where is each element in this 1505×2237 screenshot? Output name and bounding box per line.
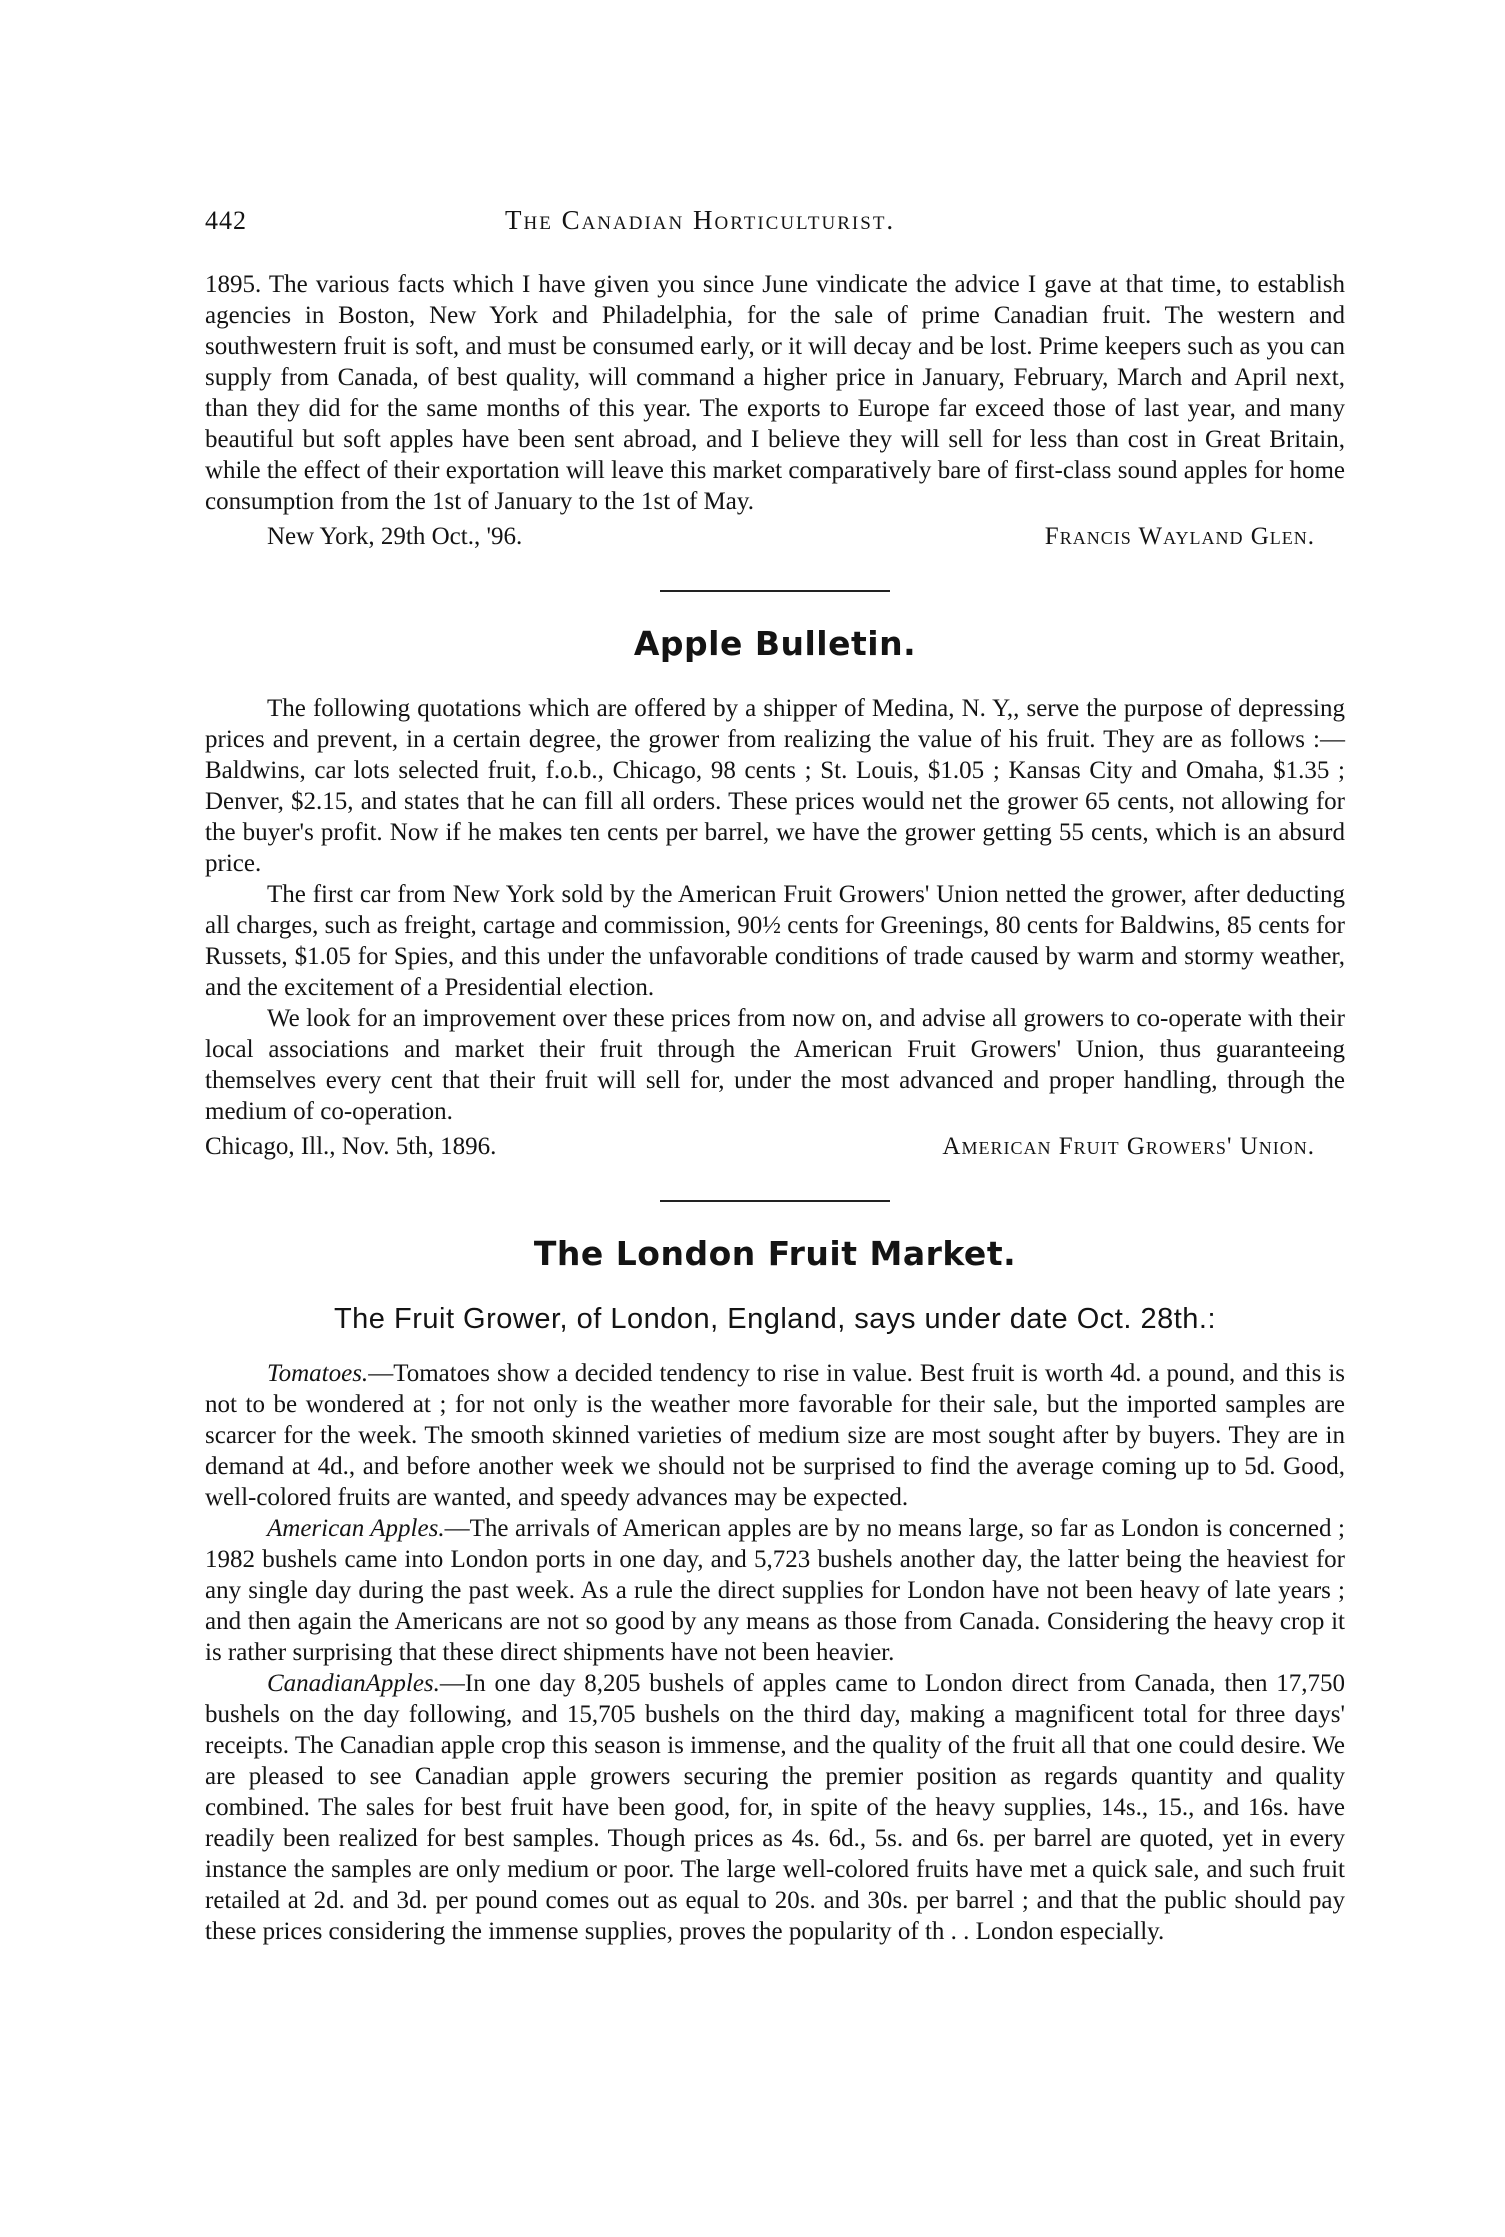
london-market-title: The London Fruit Market. [533, 1234, 1017, 1273]
letter-signoff [205, 521, 1345, 552]
apple-bulletin-section [205, 624, 1345, 1162]
paragraph-text: —Tomatoes show a decided tendency to rise in value. Best fruit is worth 4d. a pound, and this is not to be wondered at ; for not only is the weather more favorable for their sale, but the imported samples are scarcer for the week. The smooth skinned varieties of medium size are most sought after by buyers. They are in demand at 4d., and before another week we should not be surprised to find the average coming up to 5d. Good, well-colored fruits are wanted, and speedy advances may be expected. [205, 1360, 1345, 1511]
apple-bulletin-place-date: Chicago, Ill., Nov. 5th, 1896. [205, 1133, 497, 1160]
apple-bulletin-title: Apple Bulletin. [633, 624, 917, 663]
london-market-paragraph [205, 1358, 1345, 1513]
apple-bulletin-signature: American Fruit Growers' Union. [942, 1133, 1315, 1160]
letter-place-date: New York, 29th Oct., '96. [267, 523, 523, 550]
london-market-paragraph [205, 1668, 1345, 1947]
london-market-subtitle: The Fruit Grower, of London, England, says under date Oct. 28th.: [333, 1303, 1217, 1335]
section-divider [660, 590, 890, 592]
letter-section [205, 269, 1345, 552]
letter-body: 1895. The various facts which I have given you since June vindicate the advice I gave at that time, to establish agencies in Boston, New York and Philadelphia, for the sale of prime Canadian fruit. The western and southwestern fruit is soft, and must be consumed early, or it will decay and be lost. Prime keepers such as you can supply from Canada, of best quality, will command a higher price in January, February, March and April next, than they did for the same months of this year. The exports to Europe far exceed those of last year, and many beautiful but soft apples have been sent abroad, and I believe they will sell for less than cost in Great Britain, while the effect of their exportation will leave this market comparatively bare of first-class sound apples for home consumption from the 1st of January to the 1st of May. [205, 271, 1345, 515]
letter-signature: Francis Wayland Glen. [1044, 523, 1315, 550]
paragraph-text: —The arrivals of American apples are by no means large, so far as London is concerned ; 1982 bushels came into London ports in one day, and 5,723 bushels another day, the latter being the heaviest for any single day during the past week. As a rule the direct supplies for London have not been heavy of late years ; and then again the Americans are not so good by any means as those from Canada. Considering the heavy crop it is rather surprising that these direct shipments have not been heavier. [205, 1515, 1345, 1666]
apple-bulletin-signoff [205, 1131, 1345, 1162]
london-market-paragraph [205, 1513, 1345, 1668]
paragraph-text: —In one day 8,205 bushels of apples came to London direct from Canada, then 17,750 bushels on the day following, and 15,705 bushels on the third day, making a magnificent total for three days' receipts. The Canadian apple crop this season is immense, and the quality of the fruit all that one could desire. We are pleased to see Canadian apple growers securing the premier position as regards quantity and quality combined. The sales for best fruit have been good, for, in spite of the heavy supplies, 14s., 15., and 16s. have readily been realized for best samples. Though prices as 4s. 6d., 5s. and 6s. per barrel are quoted, yet in every instance the samples are only medium or poor. The large well-colored fruits have met a quick sale, and such fruit retailed at 2d. and 3d. per pound comes out as equal to 20s. and 30s. per barrel ; and that the public should pay these prices considering the immense supplies, proves the popularity of th . . London especially. [205, 1670, 1345, 1945]
page-number: 442 [205, 206, 247, 235]
journal-title: The Canadian Horticulturist. [505, 205, 896, 235]
paragraph-lead: Tomatoes. [267, 1360, 369, 1387]
apple-bulletin-paragraph: We look for an improvement over these prices from now on, and advise all growers to co-operate with their local associations and market their fruit through the American Fruit Growers' Union, thus guaranteeing themselves every cent that their fruit will sell for, under the most advanced and proper handling, through the medium of co-operation. [205, 1005, 1345, 1125]
apple-bulletin-paragraph: The first car from New York sold by the American Fruit Growers' Union netted the grower, after deducting all charges, such as freight, cartage and commission, 90½ cents for Greenings, 80 cents for Baldwins, 85 cents for Russets, $1.05 for Spies, and this under the unfavorable conditions of trade caused by warm and stormy weather, and the excitement of a Presidential election. [205, 881, 1345, 1001]
london-market-section [205, 1234, 1345, 1947]
apple-bulletin-paragraph: The following quotations which are offered by a shipper of Medina, N. Y,, serve the purpose of depressing prices and prevent, in a certain degree, the grower from realizing the value of his fruit. They are as follows :—Baldwins, car lots selected fruit, f.o.b., Chicago, 98 cents ; St. Louis, $1.05 ; Kansas City and Omaha, $1.35 ; Denver, $2.15, and states that he can fill all orders. These prices would net the grower 65 cents, not allowing for the buyer's profit. Now if he makes ten cents per barrel, we have the grower getting 55 cents, which is an absurd price. [205, 695, 1345, 877]
paragraph-lead: CanadianApples. [267, 1670, 440, 1697]
paragraph-lead: American Apples. [267, 1515, 445, 1542]
section-divider [660, 1200, 890, 1202]
running-head [205, 205, 1345, 243]
